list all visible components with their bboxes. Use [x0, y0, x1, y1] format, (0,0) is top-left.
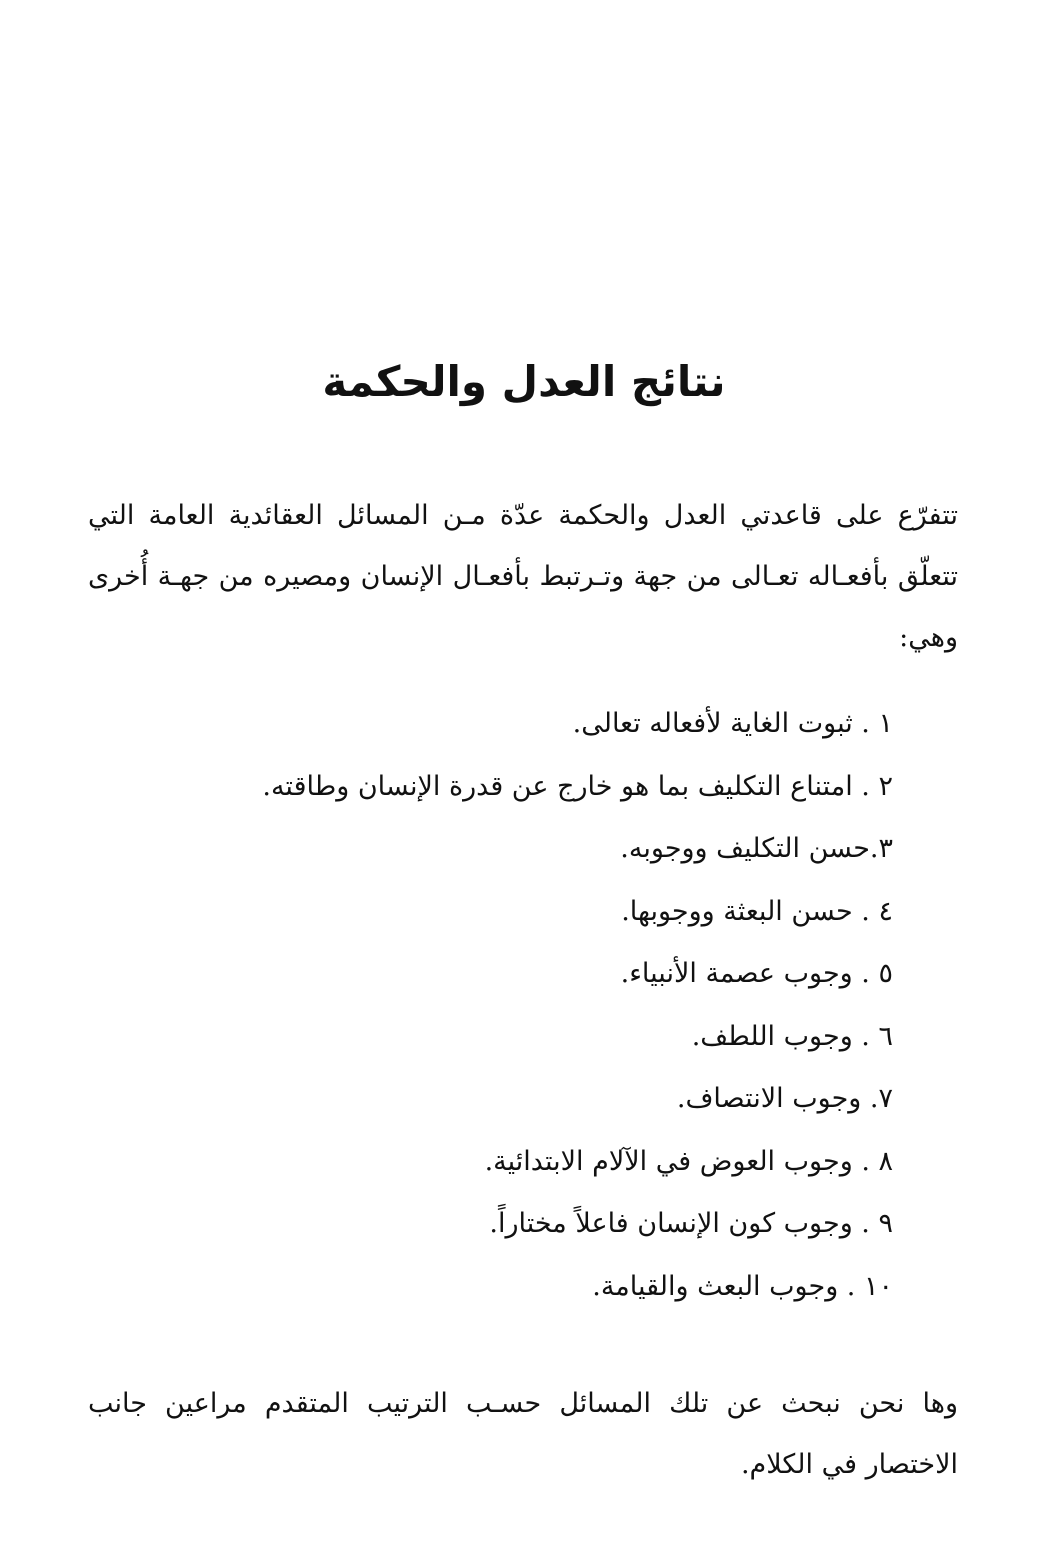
topics-list: [93, 693, 893, 1318]
list-item: ٨ . وجوب العوض في الآلام الابتدائية.: [484, 1145, 893, 1177]
list-item: ١ . ثبوت الغاية لأفعاله تعالى.: [572, 708, 893, 739]
list-item: ٤ . حسن البعثة ووجوبها.: [621, 895, 893, 927]
intro-paragraph: تتفرّع على قاعدتي العدل والحكمة عدّة مـن المسائل العقائدية العامة التي تتعلّق بأفعـاله تعـالى من جهة وتـرتبط بأفعـال الإنسان ومصيره من جهـة أُخرى وهي:: [88, 500, 958, 653]
list-item: ٧. وجوب الانتصاف.: [676, 1083, 893, 1114]
list-item: ١٠ . وجوب البعث والقيامة.: [592, 1270, 893, 1302]
page-title: نتائج العدل والحكمة: [322, 357, 726, 406]
list-item: ٩ . وجوب كون الإنسان فاعلاً مختاراً.: [489, 1208, 893, 1239]
closing-paragraph: وها نحن نبحث عن تلك المسائل حسـب الترتيب المتقدم مراعين جانب الاختصار في الكلام.: [88, 1388, 958, 1480]
list-item: ٣.حسن التكليف ووجوبه.: [620, 833, 893, 864]
list-item: ٦ . وجوب اللطف.: [691, 1020, 893, 1052]
list-item: ٢ . امتناع التكليف بما هو خارج عن قدرة الإنسان وطاقته.: [262, 770, 893, 802]
list-item: ٥ . وجوب عصمة الأنبياء.: [620, 958, 893, 989]
